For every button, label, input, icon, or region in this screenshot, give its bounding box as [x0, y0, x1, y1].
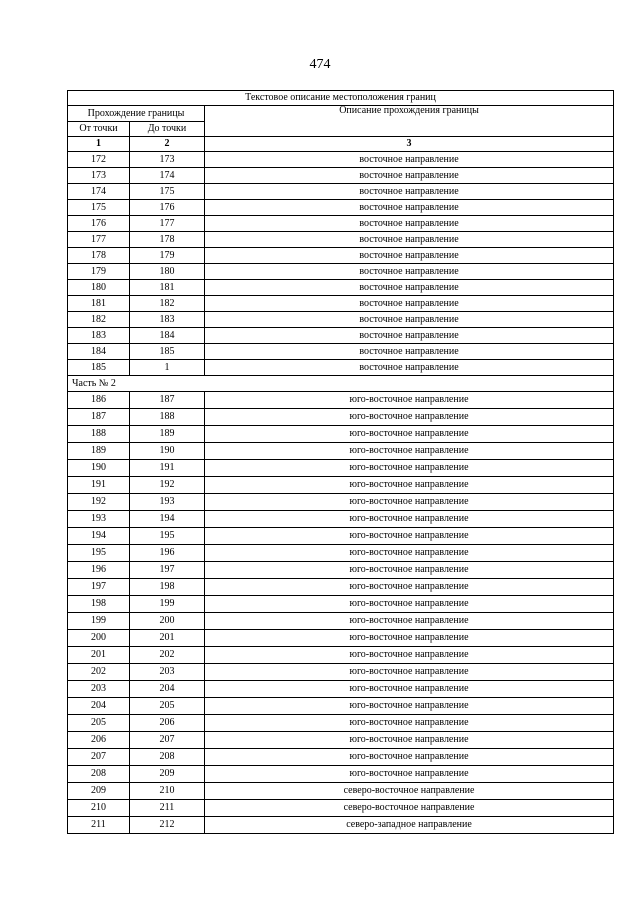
- cell-description: юго-восточное направление: [205, 613, 614, 630]
- cell-from-point: 187: [68, 409, 130, 426]
- cell-to-point: 189: [130, 426, 205, 443]
- cell-from-point: 175: [68, 200, 130, 216]
- cell-to-point: 191: [130, 460, 205, 477]
- cell-from-point: 174: [68, 184, 130, 200]
- cell-description: юго-восточное направление: [205, 545, 614, 562]
- cell-description: юго-восточное направление: [205, 460, 614, 477]
- cell-from-point: 179: [68, 264, 130, 280]
- table-row: [68, 168, 614, 184]
- cell-from-point: 172: [68, 152, 130, 168]
- cell-description: восточное направление: [205, 152, 614, 168]
- cell-to-point: 198: [130, 579, 205, 596]
- cell-description: восточное направление: [205, 184, 614, 200]
- table-row: [68, 630, 614, 647]
- cell-to-point: 204: [130, 681, 205, 698]
- cell-to-point: 207: [130, 732, 205, 749]
- cell-to-point: 206: [130, 715, 205, 732]
- cell-to-point: 197: [130, 562, 205, 579]
- cell-description: юго-восточное направление: [205, 562, 614, 579]
- cell-description: восточное направление: [205, 232, 614, 248]
- cell-from-point: 186: [68, 392, 130, 409]
- table-row: [68, 698, 614, 715]
- table-row: [68, 494, 614, 511]
- cell-to-point: 190: [130, 443, 205, 460]
- cell-to-point: 212: [130, 817, 205, 834]
- table-row: [68, 528, 614, 545]
- cell-description: восточное направление: [205, 312, 614, 328]
- cell-to-point: 194: [130, 511, 205, 528]
- table-row: [68, 460, 614, 477]
- cell-to-point: 193: [130, 494, 205, 511]
- page-number: 474: [309, 57, 331, 72]
- header-description: Описание прохождения границы: [205, 106, 614, 137]
- cell-from-point: 198: [68, 596, 130, 613]
- table-row: [68, 664, 614, 681]
- cell-from-point: 210: [68, 800, 130, 817]
- table-row: [68, 328, 614, 344]
- cell-from-point: 177: [68, 232, 130, 248]
- cell-from-point: 203: [68, 681, 130, 698]
- cell-description: юго-восточное направление: [205, 392, 614, 409]
- cell-from-point: 176: [68, 216, 130, 232]
- table-row: [68, 200, 614, 216]
- column-number: 3: [205, 137, 614, 152]
- part-label: Часть № 2: [68, 376, 614, 392]
- cell-description: восточное направление: [205, 344, 614, 360]
- part-separator-row: [68, 376, 614, 392]
- table-row: [68, 613, 614, 630]
- cell-to-point: 176: [130, 200, 205, 216]
- cell-from-point: 205: [68, 715, 130, 732]
- table-row: [68, 360, 614, 376]
- boundary-table-body: [68, 91, 614, 834]
- table-row: [68, 392, 614, 409]
- cell-from-point: 191: [68, 477, 130, 494]
- cell-to-point: 195: [130, 528, 205, 545]
- cell-from-point: 209: [68, 783, 130, 800]
- table-row: [68, 232, 614, 248]
- table-row: [68, 681, 614, 698]
- column-number: 2: [130, 137, 205, 152]
- table-row: [68, 248, 614, 264]
- cell-description: юго-восточное направление: [205, 477, 614, 494]
- table-row: [68, 817, 614, 834]
- header-from-point: От точки: [68, 122, 130, 137]
- cell-from-point: 183: [68, 328, 130, 344]
- cell-description: юго-восточное направление: [205, 596, 614, 613]
- cell-to-point: 177: [130, 216, 205, 232]
- cell-description: юго-восточное направление: [205, 528, 614, 545]
- cell-to-point: 182: [130, 296, 205, 312]
- cell-description: восточное направление: [205, 328, 614, 344]
- column-number: 1: [68, 137, 130, 152]
- cell-from-point: 196: [68, 562, 130, 579]
- cell-to-point: 175: [130, 184, 205, 200]
- cell-description: юго-восточное направление: [205, 579, 614, 596]
- table-row: [68, 783, 614, 800]
- table-row: [68, 562, 614, 579]
- table-row: [68, 596, 614, 613]
- table-row: [68, 511, 614, 528]
- table-row: [68, 477, 614, 494]
- cell-to-point: 179: [130, 248, 205, 264]
- cell-from-point: 204: [68, 698, 130, 715]
- cell-description: юго-восточное направление: [205, 511, 614, 528]
- table-header-row: [68, 106, 614, 122]
- cell-from-point: 190: [68, 460, 130, 477]
- cell-description: юго-восточное направление: [205, 409, 614, 426]
- cell-from-point: 208: [68, 766, 130, 783]
- header-to-point: До точки: [130, 122, 205, 137]
- cell-description: юго-восточное направление: [205, 715, 614, 732]
- cell-from-point: 201: [68, 647, 130, 664]
- cell-from-point: 178: [68, 248, 130, 264]
- cell-from-point: 193: [68, 511, 130, 528]
- table-row: [68, 280, 614, 296]
- cell-from-point: 189: [68, 443, 130, 460]
- table-title: Текстовое описание местоположения границ: [68, 91, 614, 106]
- cell-description: восточное направление: [205, 200, 614, 216]
- cell-to-point: 196: [130, 545, 205, 562]
- cell-description: юго-восточное направление: [205, 749, 614, 766]
- cell-to-point: 202: [130, 647, 205, 664]
- cell-to-point: 205: [130, 698, 205, 715]
- cell-to-point: 183: [130, 312, 205, 328]
- cell-from-point: 181: [68, 296, 130, 312]
- cell-description: юго-восточное направление: [205, 698, 614, 715]
- cell-description: восточное направление: [205, 264, 614, 280]
- cell-description: восточное направление: [205, 216, 614, 232]
- cell-description: восточное направление: [205, 296, 614, 312]
- cell-to-point: 180: [130, 264, 205, 280]
- cell-description: юго-восточное направление: [205, 766, 614, 783]
- table-row: [68, 409, 614, 426]
- cell-to-point: 199: [130, 596, 205, 613]
- cell-description: юго-восточное направление: [205, 647, 614, 664]
- cell-from-point: 192: [68, 494, 130, 511]
- cell-description: восточное направление: [205, 360, 614, 376]
- table-row: [68, 443, 614, 460]
- cell-to-point: 185: [130, 344, 205, 360]
- table-row: [68, 800, 614, 817]
- cell-to-point: 211: [130, 800, 205, 817]
- table-row: [68, 344, 614, 360]
- table-row: [68, 216, 614, 232]
- table-title-row: [68, 91, 614, 106]
- cell-description: северо-восточное направление: [205, 800, 614, 817]
- cell-to-point: 181: [130, 280, 205, 296]
- table-row: [68, 749, 614, 766]
- cell-from-point: 206: [68, 732, 130, 749]
- cell-to-point: 174: [130, 168, 205, 184]
- cell-description: восточное направление: [205, 280, 614, 296]
- cell-to-point: 209: [130, 766, 205, 783]
- cell-from-point: 173: [68, 168, 130, 184]
- cell-to-point: 1: [130, 360, 205, 376]
- cell-description: юго-восточное направление: [205, 443, 614, 460]
- cell-to-point: 208: [130, 749, 205, 766]
- cell-from-point: 207: [68, 749, 130, 766]
- cell-from-point: 185: [68, 360, 130, 376]
- cell-description: юго-восточное направление: [205, 494, 614, 511]
- cell-description: юго-восточное направление: [205, 681, 614, 698]
- cell-to-point: 187: [130, 392, 205, 409]
- cell-description: северо-западное направление: [205, 817, 614, 834]
- cell-to-point: 210: [130, 783, 205, 800]
- cell-from-point: 200: [68, 630, 130, 647]
- table-row: [68, 184, 614, 200]
- cell-from-point: 188: [68, 426, 130, 443]
- cell-to-point: 188: [130, 409, 205, 426]
- cell-description: юго-восточное направление: [205, 630, 614, 647]
- cell-to-point: 173: [130, 152, 205, 168]
- cell-to-point: 203: [130, 664, 205, 681]
- cell-from-point: 180: [68, 280, 130, 296]
- cell-from-point: 194: [68, 528, 130, 545]
- table-row: [68, 152, 614, 168]
- cell-description: восточное направление: [205, 248, 614, 264]
- cell-to-point: 192: [130, 477, 205, 494]
- cell-to-point: 201: [130, 630, 205, 647]
- cell-from-point: 199: [68, 613, 130, 630]
- cell-from-point: 197: [68, 579, 130, 596]
- cell-from-point: 182: [68, 312, 130, 328]
- cell-description: северо-восточное направление: [205, 783, 614, 800]
- cell-from-point: 195: [68, 545, 130, 562]
- cell-to-point: 200: [130, 613, 205, 630]
- cell-from-point: 202: [68, 664, 130, 681]
- table-row: [68, 312, 614, 328]
- cell-description: юго-восточное направление: [205, 732, 614, 749]
- table-row: [68, 545, 614, 562]
- table-row: [68, 715, 614, 732]
- table-row: [68, 296, 614, 312]
- header-group-boundary: Прохождение границы: [68, 106, 205, 122]
- table-row: [68, 647, 614, 664]
- boundary-table: [67, 90, 614, 834]
- table-row: [68, 732, 614, 749]
- table-row: [68, 264, 614, 280]
- table-row: [68, 766, 614, 783]
- table-row: [68, 579, 614, 596]
- cell-to-point: 178: [130, 232, 205, 248]
- table-row: [68, 426, 614, 443]
- cell-to-point: 184: [130, 328, 205, 344]
- cell-from-point: 211: [68, 817, 130, 834]
- cell-description: юго-восточное направление: [205, 664, 614, 681]
- cell-description: юго-восточное направление: [205, 426, 614, 443]
- column-numbers-row: [68, 137, 614, 152]
- cell-from-point: 184: [68, 344, 130, 360]
- cell-description: восточное направление: [205, 168, 614, 184]
